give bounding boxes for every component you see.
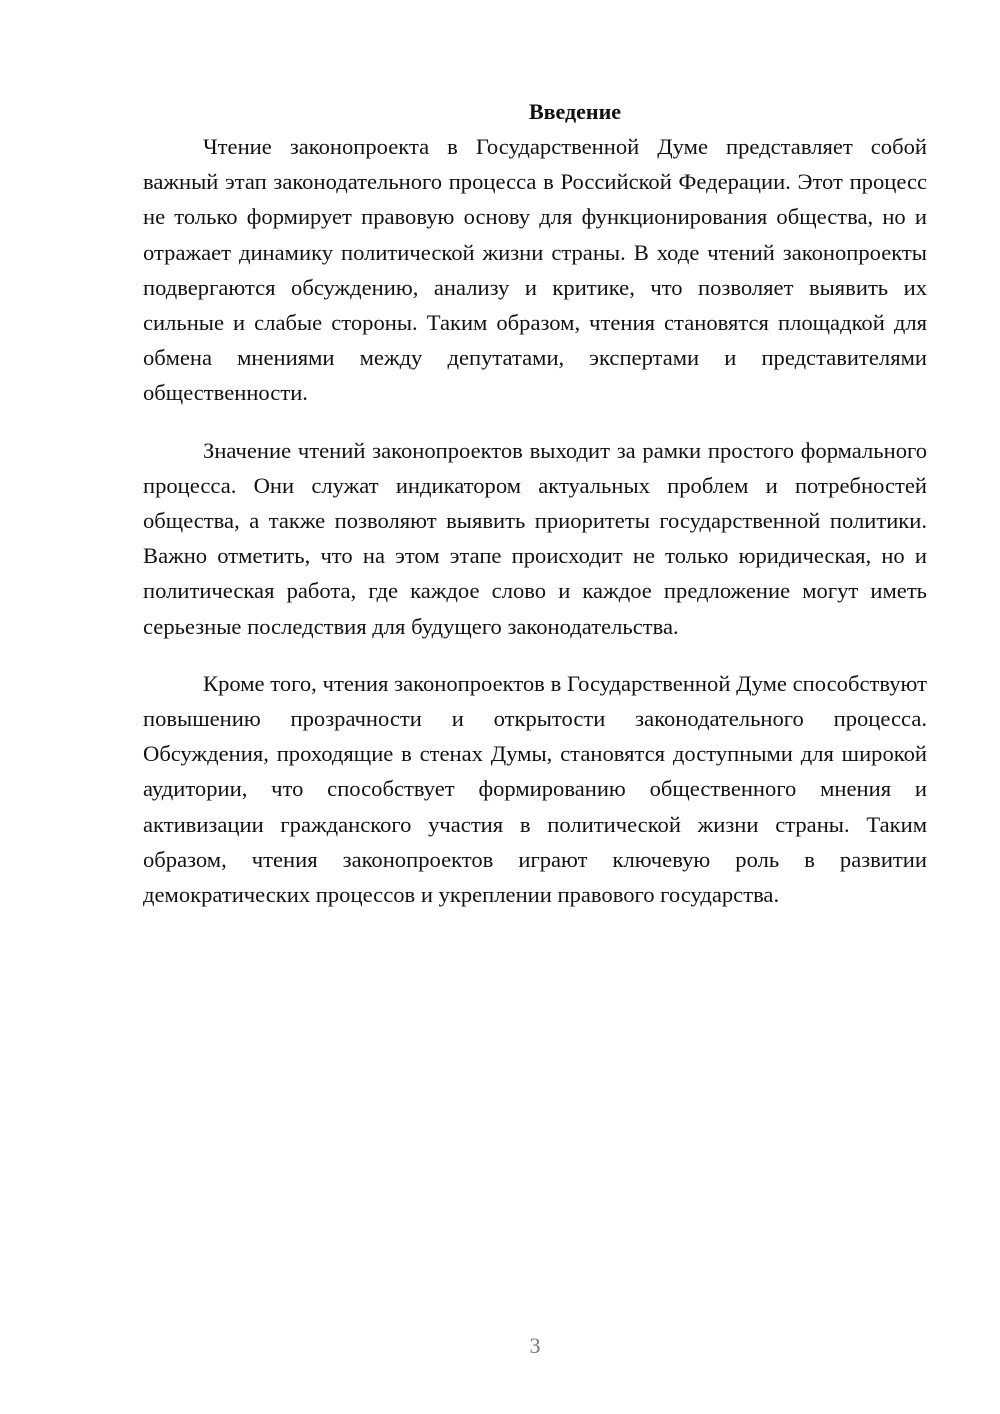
page-content [143, 94, 927, 912]
section-heading: Введение [528, 99, 622, 124]
paragraph-1: Чтение законопроекта в Государственной Думе представляет собой важный этап законодательного процесса в Российской Федерации. Этот процесс не только формирует правовую основу для функционирования общества, но и отражает динамику политической жизни страны. В ходе чтений законопроекты подвергаются обсуждению, анализу и критике, что позволяет выявить их сильные и слабые стороны. Таким образом, чтения становятся площадкой для обмена мнениями между депутатами, экспертами и представителями общественности. [143, 134, 927, 406]
paragraph-2: Значение чтений законопроектов выходит за рамки простого формального процесса. Они служат индикатором актуальных проблем и потребностей общества, а также позволяют выявить приоритеты государственной политики. Важно отметить, что на этом этапе происходит не только юридическая, но и политическая работа, где каждое слово и каждое предложение могут иметь серьезные последствия для будущего законодательства. [143, 437, 927, 639]
page-number: 3 [529, 1333, 541, 1358]
paragraph-3: Кроме того, чтения законопроектов в Государственной Думе способствуют повышению прозрачности и открытости законодательного процесса. Обсуждения, проходящие в стенах Думы, становятся доступными для широкой аудитории, что способствует формированию общественного мнения и активизации гражданского участия в политической жизни страны. Таким образом, чтения законопроектов играют ключевую роль в развитии демократических процессов и укреплении правового государства. [143, 670, 927, 908]
